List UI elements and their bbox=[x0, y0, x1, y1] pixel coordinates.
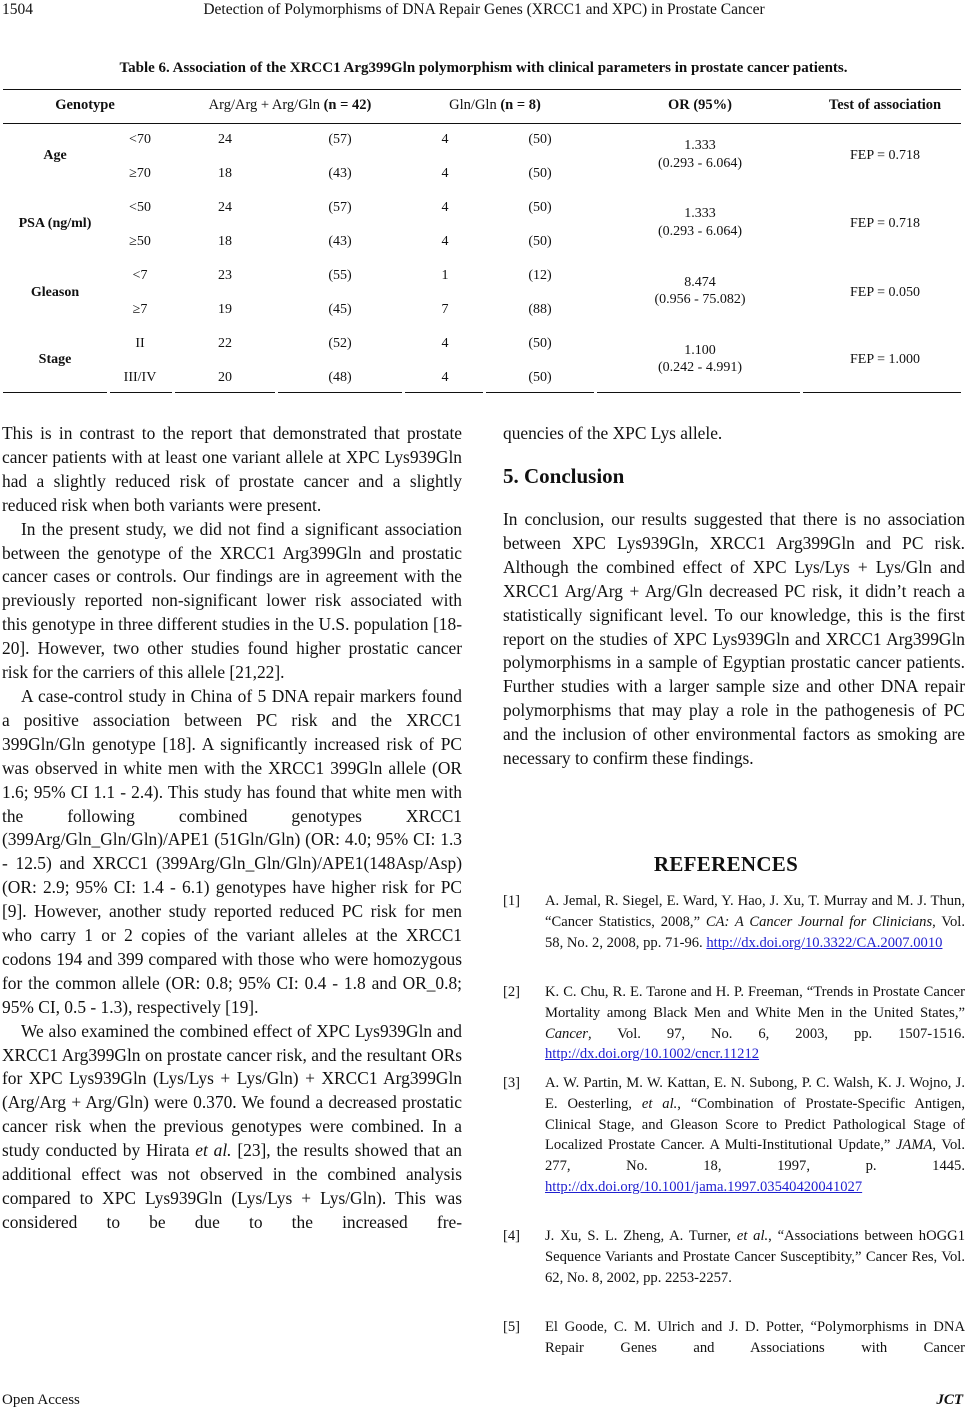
param-age: Age bbox=[43, 148, 67, 163]
reference-text: J. Xu, S. L. Zheng, A. Turner, bbox=[545, 1228, 737, 1244]
level: ≥70 bbox=[129, 166, 151, 181]
g1-percent: (43) bbox=[328, 166, 352, 181]
paragraph-text: [23], the results showed that an additional effect was not observed in the combined analysis compared to XPC Lys939Gln (Lys/Lys + Lys/Gln). This was considered to be due to the increased fre- bbox=[2, 1140, 462, 1232]
test-of-association: FEP = 0.718 bbox=[850, 148, 920, 163]
page-number: 1504 bbox=[2, 1, 33, 18]
g2-count: 4 bbox=[441, 132, 449, 147]
journal-name: Cancer bbox=[545, 1025, 588, 1042]
g1-percent: (57) bbox=[328, 132, 352, 147]
odds-ratio: 1.333 bbox=[684, 206, 716, 221]
g1-count: 19 bbox=[218, 302, 232, 317]
g2-percent: (50) bbox=[528, 370, 552, 385]
param-gleason: Gleason bbox=[30, 285, 80, 300]
table-bottom-rule bbox=[110, 392, 172, 393]
g2-percent: (50) bbox=[528, 234, 552, 249]
paragraph: In the present study, we did not find a significant association between the genotype of the XRCC1 Arg399Gln and prostatic cancer cases or controls. Our findings are in agreement with the previously reported non-significant lower risk associated with this genotype in three different studies in the U.S. population [18-20]. However, two other studies found higher prostatic cancer risk for the carriers of this allele [21,22]. bbox=[2, 518, 462, 683]
g1-percent: (48) bbox=[328, 370, 352, 385]
header-group2 bbox=[420, 97, 570, 114]
reference-text: , “Associations between hOGG1 Sequence Variants and Prostate Cancer Susceptibity,” Cancer Res, Vol. 62, No. 8, 2002, pp. 2253-2257. bbox=[545, 1228, 966, 1286]
g2-percent: (50) bbox=[528, 200, 552, 215]
level: ≥7 bbox=[132, 302, 148, 317]
header-group1-label: Arg/Arg + Arg/Gln bbox=[208, 97, 324, 113]
left-column bbox=[2, 422, 462, 1235]
level: <50 bbox=[129, 200, 151, 215]
reference-text: , “Combination of Prostate-Specific Antigen, Clinical Stage, and Gleason Score to Predict Pathological Stage of Localized Prostate Cancer. A Multi-Institutional Update,” bbox=[545, 1095, 965, 1154]
reference-text: El Goode, C. M. Ulrich and J. D. Potter, “Polymorphisms in DNA Repair Genes and Associations with Cancer bbox=[545, 1319, 965, 1356]
odds-ratio: 8.474 bbox=[684, 275, 716, 290]
g1-percent: (43) bbox=[328, 234, 352, 249]
g1-count: 18 bbox=[218, 234, 232, 249]
g2-percent: (88) bbox=[528, 302, 552, 317]
g2-percent: (50) bbox=[528, 166, 552, 181]
right-column-continuation bbox=[503, 422, 965, 446]
table-bottom-rule bbox=[3, 392, 107, 393]
doi-link[interactable]: http://dx.doi.org/10.3322/CA.2007.0010 bbox=[706, 934, 943, 951]
g2-count: 4 bbox=[441, 166, 449, 181]
table-bottom-rule bbox=[175, 392, 275, 393]
paragraph: This is in contrast to the report that demonstrated that prostate cancer patients with at least one variant allele at XPC Lys939Gln had a slightly reduced risk of prostate cancer and a slightly reduced risk when both variants were present. bbox=[2, 423, 462, 515]
header-group2-n: (n = 8) bbox=[500, 97, 541, 113]
g1-count: 22 bbox=[218, 336, 232, 351]
table-bottom-rule bbox=[597, 392, 800, 393]
g1-percent: (52) bbox=[328, 336, 352, 351]
table-header-rule bbox=[3, 123, 961, 124]
journal-name: JAMA bbox=[895, 1137, 933, 1154]
level: III/IV bbox=[123, 370, 157, 385]
reference-3 bbox=[503, 1073, 965, 1198]
odds-ratio: 1.100 bbox=[684, 343, 716, 358]
section-heading: 5. Conclusion bbox=[503, 464, 625, 488]
reference-text: A. Jemal, R. Siegel, E. Ward, Y. Hao, J. Xu, T. Murray and M. J. Thun, “Cancer Statistics, 2008,” bbox=[545, 893, 965, 930]
reference-body bbox=[545, 1226, 965, 1288]
footer-open-access: Open Access bbox=[2, 1392, 80, 1408]
level: II bbox=[135, 336, 145, 351]
reference-number: [4] bbox=[503, 1228, 521, 1244]
paragraph-text: We also examined the combined effect of XPC Lys939Gln and XRCC1 Arg399Gln on prostate cancer risk, and the resultant ORs for XPC Lys939Gln (Lys/Lys + Lys/Gln) + XRCC1 Arg399Gln (Arg/Arg + Arg/Gln) were 0.370. We found a decreased prostatic cancer risk when the previous genotypes were combined. In a study conducted by Hirata bbox=[2, 1020, 462, 1161]
running-title: Detection of Polymorphisms of DNA Repair Genes (XRCC1 and XPC) in Prostate Cancer bbox=[203, 1, 765, 18]
confidence-interval: (0.242 - 4.991) bbox=[658, 360, 742, 375]
header-group1 bbox=[170, 97, 410, 114]
g2-count: 4 bbox=[441, 200, 449, 215]
table-bottom-rule bbox=[486, 392, 594, 393]
reference-body bbox=[545, 982, 965, 1065]
italic-text: et al. bbox=[195, 1140, 232, 1161]
paragraph bbox=[2, 1020, 462, 1235]
g2-count: 1 bbox=[441, 268, 449, 283]
reference-number: [5] bbox=[503, 1319, 521, 1335]
paragraph: In conclusion, our results suggested that there is no association between XPC Lys939Gln, XRCC1 Arg399Gln and PC risk. Although the combined effect of XPC Lys/Lys + Lys/Gln and XRCC1 Arg/Arg + Arg/Gln decreased PC risk, it didn’t reach a statistically significant level. To our knowledge, this is the first report on the studies of XPC Lys939Gln and XRCC1 Arg399Gln polymorphisms in a sample of Egyptian prostatic cancer patients. Further studies with a larger sample size and other DNA repair polymorphisms that may play a role in the pathogenesis of PC and the inclusion of other environmental factors as smoking are necessary to confirm these findings. bbox=[503, 509, 965, 769]
header-or: OR (95%) bbox=[667, 97, 733, 113]
header-group2-label: Gln/Gln bbox=[449, 97, 501, 113]
g2-count: 7 bbox=[441, 302, 449, 317]
confidence-interval: (0.293 - 6.064) bbox=[658, 156, 742, 171]
confidence-interval: (0.956 - 75.082) bbox=[654, 292, 746, 307]
reference-number: [2] bbox=[503, 984, 521, 1000]
param-psa: PSA (ng/ml) bbox=[18, 216, 92, 231]
header-genotype: Genotype bbox=[55, 97, 115, 113]
g1-count: 20 bbox=[218, 370, 232, 385]
g1-percent: (45) bbox=[328, 302, 352, 317]
reference-4 bbox=[503, 1226, 965, 1288]
reference-5 bbox=[503, 1317, 965, 1359]
running-head bbox=[0, 0, 967, 24]
test-of-association: FEP = 0.050 bbox=[850, 285, 920, 300]
level: <7 bbox=[132, 268, 148, 283]
odds-ratio: 1.333 bbox=[684, 138, 716, 153]
reference-body bbox=[545, 1317, 965, 1359]
reference-text: K. C. Chu, R. E. Tarone and H. P. Freeman, “Trends in Prostate Cancer Mortality among Black Men and White Men in the United States,” bbox=[545, 984, 965, 1021]
et-al-text: et al. bbox=[736, 1228, 769, 1244]
table-caption: Table 6. Association of the XRCC1 Arg399Gln polymorphism with clinical parameters in prostate cancer patients. bbox=[119, 60, 848, 76]
journal-name: CA: A Cancer Journal for Clinicians bbox=[705, 913, 933, 930]
reference-1 bbox=[503, 891, 965, 953]
test-of-association: FEP = 1.000 bbox=[850, 352, 920, 367]
reference-number: [1] bbox=[503, 893, 521, 909]
g2-count: 4 bbox=[441, 370, 449, 385]
doi-link[interactable]: http://dx.doi.org/10.1002/cncr.11212 bbox=[545, 1046, 760, 1063]
paragraph: A case-control study in China of 5 DNA repair markers found a positive association between PC risk and the XRCC1 399Gln/Gln genotype [18]. A significantly increased risk of PC was observed in white men with the XRCC1 399Gln allele (OR 1.6; 95% CI 1.1 - 2.4). This study has found that white men with the following combined genotypes XRCC1 (399Arg/Gln_Gln/Gln)/APE1 (51Gln/Gln) (OR: 4.0; 95% CI: 1.3 - 12.5) and XRCC1 (399Arg/Gln_Gln/Gln)/APE1(148Asp/Asp) (OR: 2.9; 95% CI: 1.4 - 6.1) genotypes have higher risk for PC [9]. However, another study reported reduced PC risk for men who carry 1 or 2 copies of the variant alleles at the XRCC1 codons 194 and 399 compared with those who were homozygous for the common allele (OR: 0.8; 95% CI: 0.4 - 1.8 and OR_0.8; 95% CI, 0.5 - 1.3), respectively [19]. bbox=[2, 685, 462, 1017]
doi-link[interactable]: http://dx.doi.org/10.1001/jama.1997.03540420041027 bbox=[545, 1178, 863, 1195]
reference-text: A. W. Partin, M. W. Kattan, E. N. Subong, P. C. Walsh, K. J. Wojno, J. E. Oesterling, bbox=[545, 1075, 965, 1112]
g1-percent: (55) bbox=[328, 268, 352, 283]
paragraph: quencies of the XPC Lys allele. bbox=[503, 423, 723, 443]
g1-count: 24 bbox=[218, 132, 232, 147]
conclusion-text bbox=[503, 508, 965, 771]
et-al-text: et al. bbox=[641, 1095, 678, 1112]
references-heading: REFERENCES bbox=[653, 852, 799, 876]
g1-count: 18 bbox=[218, 166, 232, 181]
g2-percent: (50) bbox=[528, 336, 552, 351]
header-group1-n: (n = 42) bbox=[323, 97, 372, 113]
reference-2 bbox=[503, 982, 965, 1065]
g2-percent: (50) bbox=[528, 132, 552, 147]
table-bottom-rule bbox=[803, 392, 961, 393]
param-stage: Stage bbox=[38, 352, 72, 367]
footer-journal-abbrev: JCT bbox=[936, 1392, 963, 1408]
reference-text: , Vol. 277, No. 18, 1997, p. 1445. bbox=[545, 1137, 965, 1175]
g1-count: 24 bbox=[218, 200, 232, 215]
g1-percent: (57) bbox=[328, 200, 352, 215]
g1-count: 23 bbox=[218, 268, 232, 283]
test-of-association: FEP = 0.718 bbox=[850, 216, 920, 231]
g2-count: 4 bbox=[441, 234, 449, 249]
header-test: Test of association bbox=[828, 97, 942, 113]
confidence-interval: (0.293 - 6.064) bbox=[658, 224, 742, 239]
table-top-rule bbox=[3, 89, 961, 90]
level: <70 bbox=[129, 132, 151, 147]
reference-body bbox=[545, 1073, 965, 1198]
reference-number: [3] bbox=[503, 1075, 521, 1091]
reference-body bbox=[545, 891, 965, 953]
level: ≥50 bbox=[129, 234, 151, 249]
reference-text: , Vol. 97, No. 6, 2003, pp. 1507-1516. bbox=[587, 1025, 965, 1042]
reference-text: , Vol. 58, No. 2, 2008, pp. 71-96. bbox=[545, 913, 965, 951]
g2-count: 4 bbox=[441, 336, 449, 351]
g2-percent: (12) bbox=[528, 268, 552, 283]
table-bottom-rule bbox=[278, 392, 402, 393]
table-bottom-rule bbox=[405, 392, 483, 393]
